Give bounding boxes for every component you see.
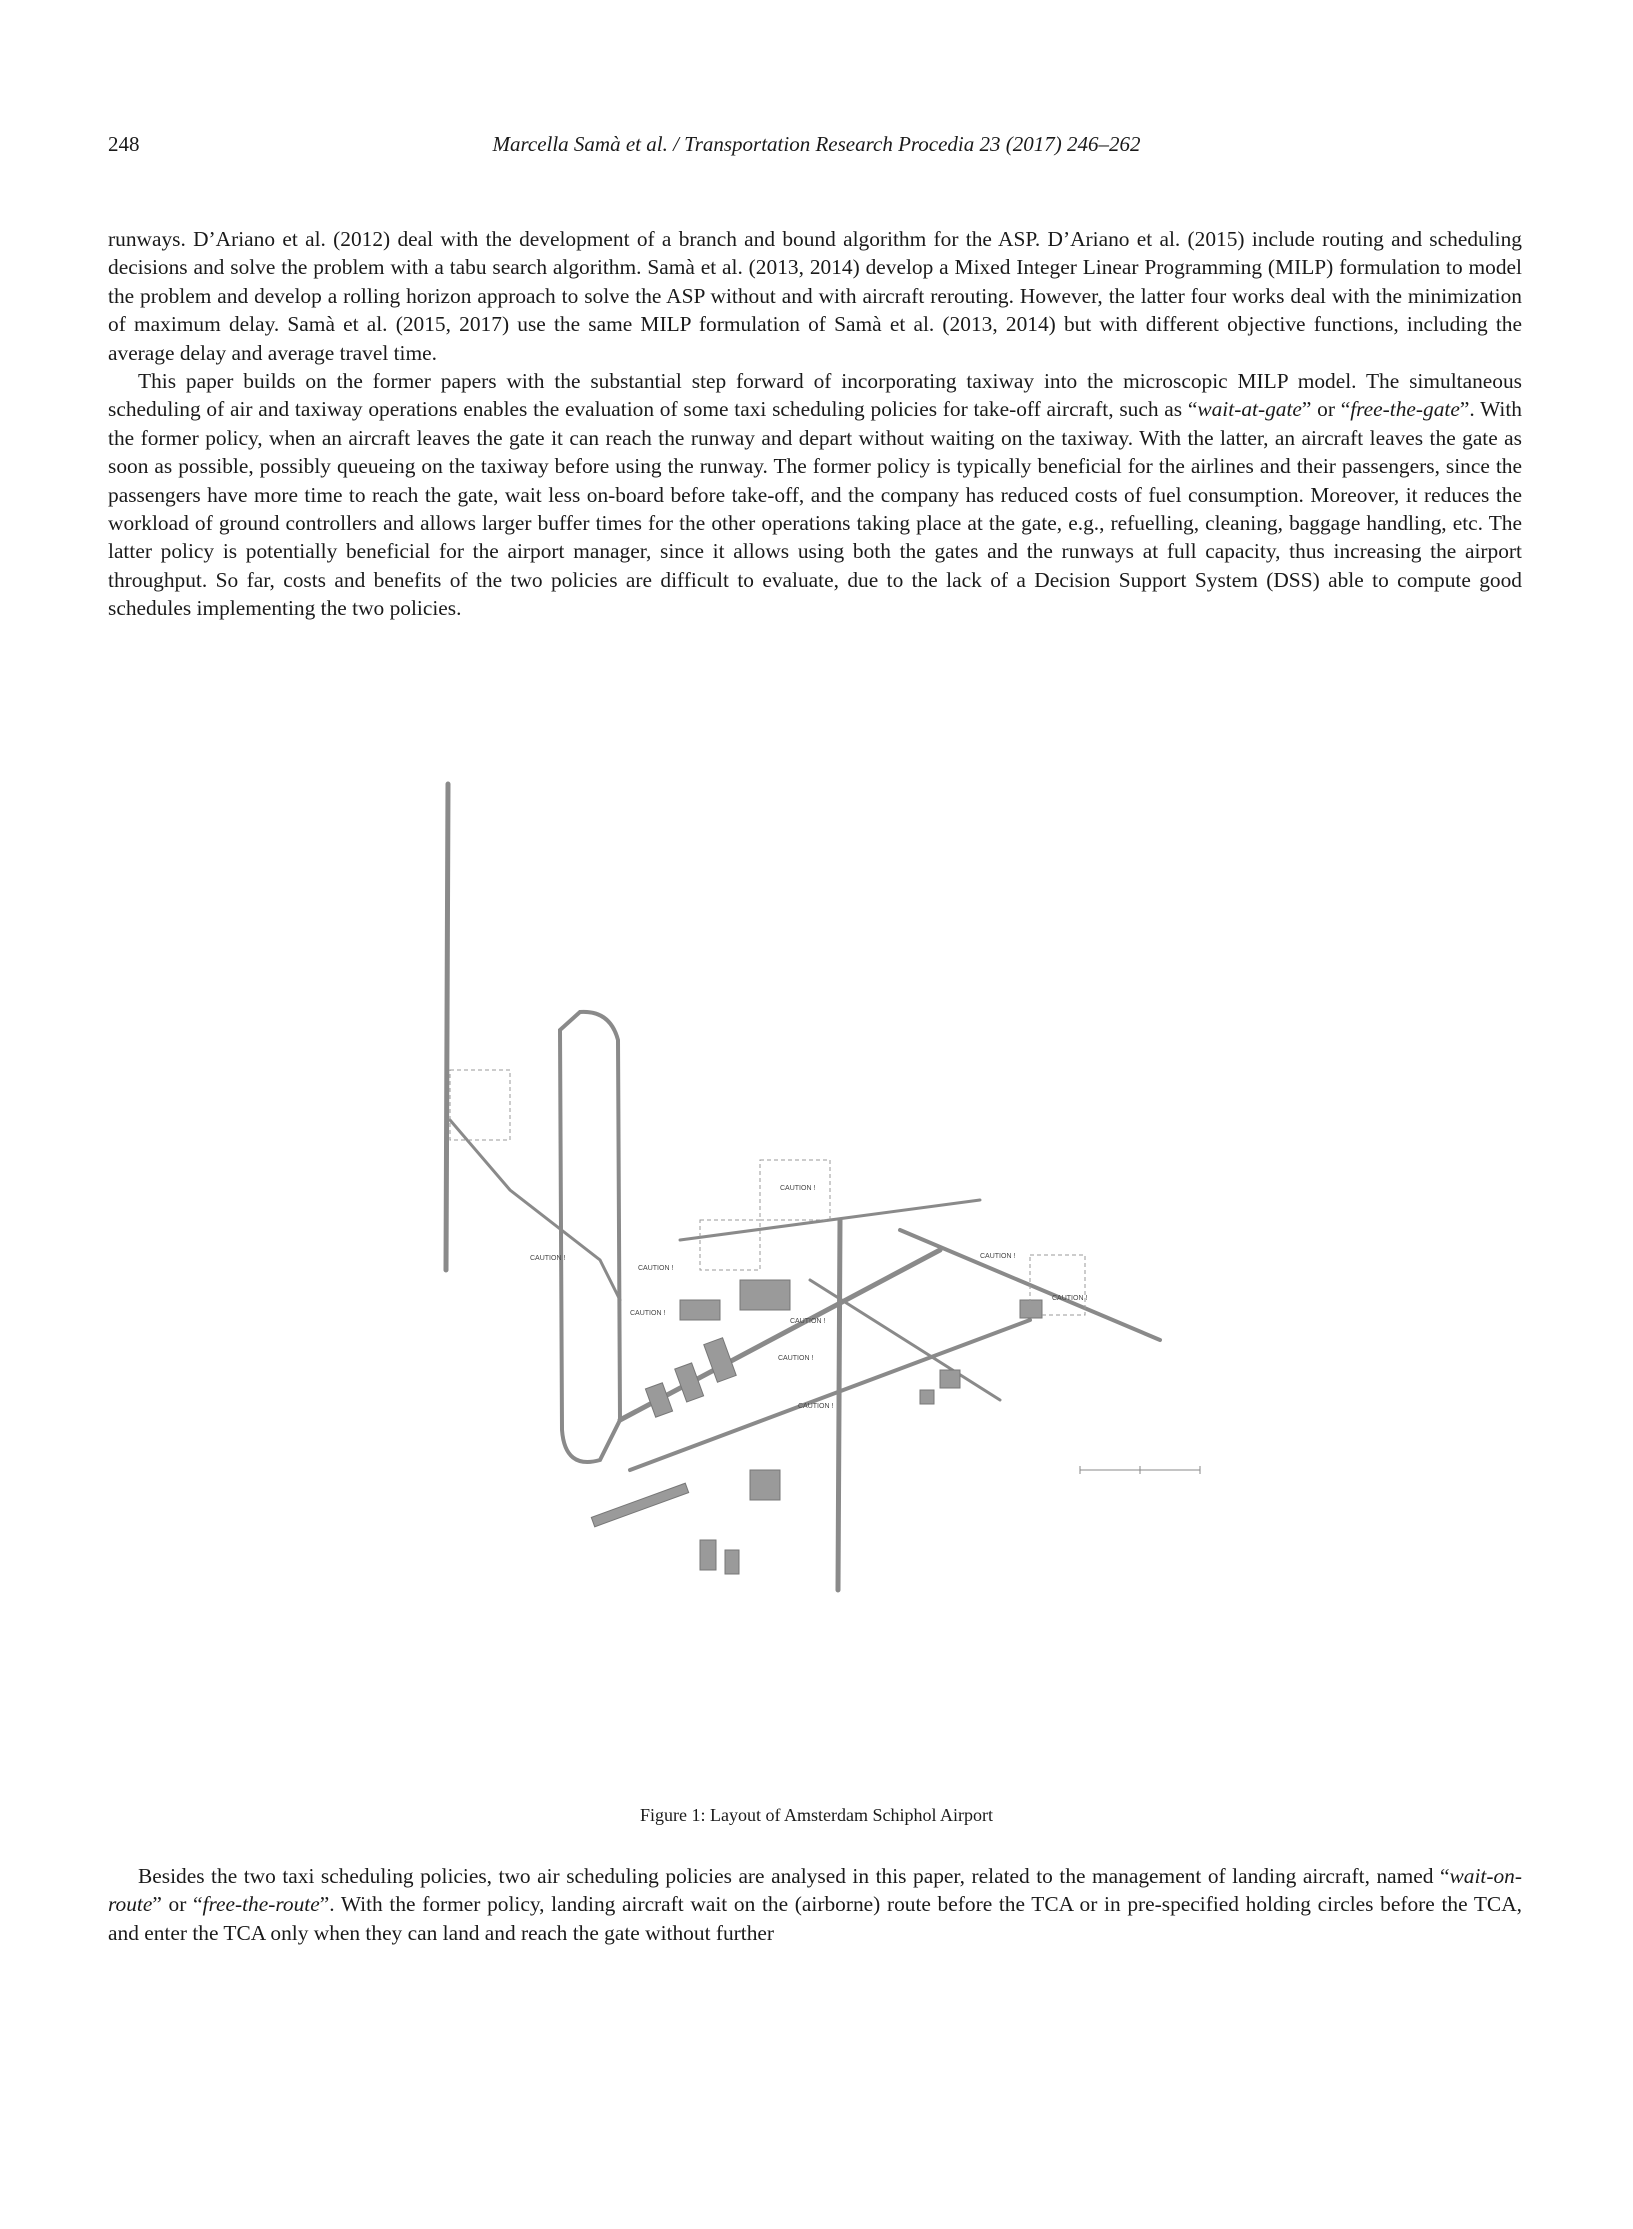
italic-term: wait-on-route [108,1864,1522,1917]
paragraph [108,225,1522,367]
text-run: ”. With the former policy, when an aircraft leaves the gate it can reach the runway and depart without waiting on the taxiway. With the latter, an aircraft leaves the gate as soon as possible, possibly queueing on the taxiway before using the runway. The former policy is typically beneficial for the airlines and their passengers, since the passengers have more time to reach the gate, wait less on-board before take-off, and the company has reduced costs of fuel consumption. Moreover, it reduces the workload of ground controllers and allows larger buffer times for the other operations taking place at the gate, e.g., refuelling, cleaning, baggage handling, etc. The latter policy is potentially beneficial for the airport manager, since it allows using both the gates and the runways at full capacity, thus increasing the airport throughput. So far, costs and benefits of the two policies are difficult to evaluate, due to the lack of a Decision Support System (DSS) able to compute good schedules implementing the two policies. [108,397,1522,621]
page-number: 248 [108,132,140,156]
airport-layout-map [380,780,1260,1780]
paragraph [108,367,1522,623]
caution-label: CAUTION ! [1052,1295,1088,1302]
italic-term: free-the-route [202,1892,320,1917]
runway-vertical [838,1220,840,1590]
caution-label: CAUTION ! [638,1265,674,1272]
paragraph [108,1862,1522,1947]
caution-label: CAUTION ! [980,1253,1016,1260]
caution-label: CAUTION ! [790,1318,826,1325]
airport-layout-figure [380,780,1260,1780]
caution-label: CAUTION ! [778,1355,814,1362]
caution-label: CAUTION ! [630,1310,666,1317]
runway-southwest [620,1250,940,1420]
taxiway-diagonal [450,1120,620,1300]
caution-labels [530,1185,1087,1410]
text-run: ”. With the former policy, landing aircraft wait on the (airborne) route before the TCA or in pre-specified holding circles before the TCA, and enter the TCA only when they can land and reach the gate without further [108,1892,1522,1945]
text-run: runways. D’Ariano et al. (2012) deal with the development of a branch and bound algorithm for the ASP. D’Ariano et al. (2015) include routing and scheduling decisions and solve the problem with a tabu search algorithm. Samà et al. (2013, 2014) develop a Mixed Integer Linear Programming (MILP) formulation to model the problem and develop a rolling horizon approach to solve the ASP without and with aircraft rerouting. However, the latter four works deal with the minimization of maximum delay. Samà et al. (2015, 2017) use the same MILP formulation of Samà et al. (2013, 2014) but with different objective functions, including the average delay and average travel time. [108,227,1522,365]
running-head [0,132,1633,162]
runway-north [446,784,448,1270]
body-text-bottom [108,1862,1522,1947]
journal-citation: Marcella Samà et al. / Transportation Research Procedia 23 (2017) 246–262 [492,132,1141,156]
text-run: ” or “ [1301,397,1351,422]
italic-term: free-the-gate [1350,397,1460,422]
figure-caption: Figure 1: Layout of Amsterdam Schiphol Airport [640,1805,993,1825]
body-text-top [108,225,1522,623]
caution-boxes [450,1070,1088,1315]
caution-label: CAUTION ! [798,1403,834,1410]
caution-label: CAUTION ! [530,1255,566,1262]
caution-label: CAUTION ! [780,1185,816,1192]
text-run: This paper builds on the former papers with the substantial step forward of incorporating taxiway into the microscopic MILP model. The simultaneous scheduling of air and taxiway operations enables the evaluation of some taxi scheduling policies for take-off aircraft, such as “ [108,369,1522,422]
italic-term: wait-at-gate [1197,397,1302,422]
scale-bar [1080,1466,1200,1474]
text-run: Besides the two taxi scheduling policies, two air scheduling policies are analysed in this paper, related to the management of landing aircraft, named “ [138,1864,1450,1888]
text-run: ” or “ [152,1892,203,1917]
